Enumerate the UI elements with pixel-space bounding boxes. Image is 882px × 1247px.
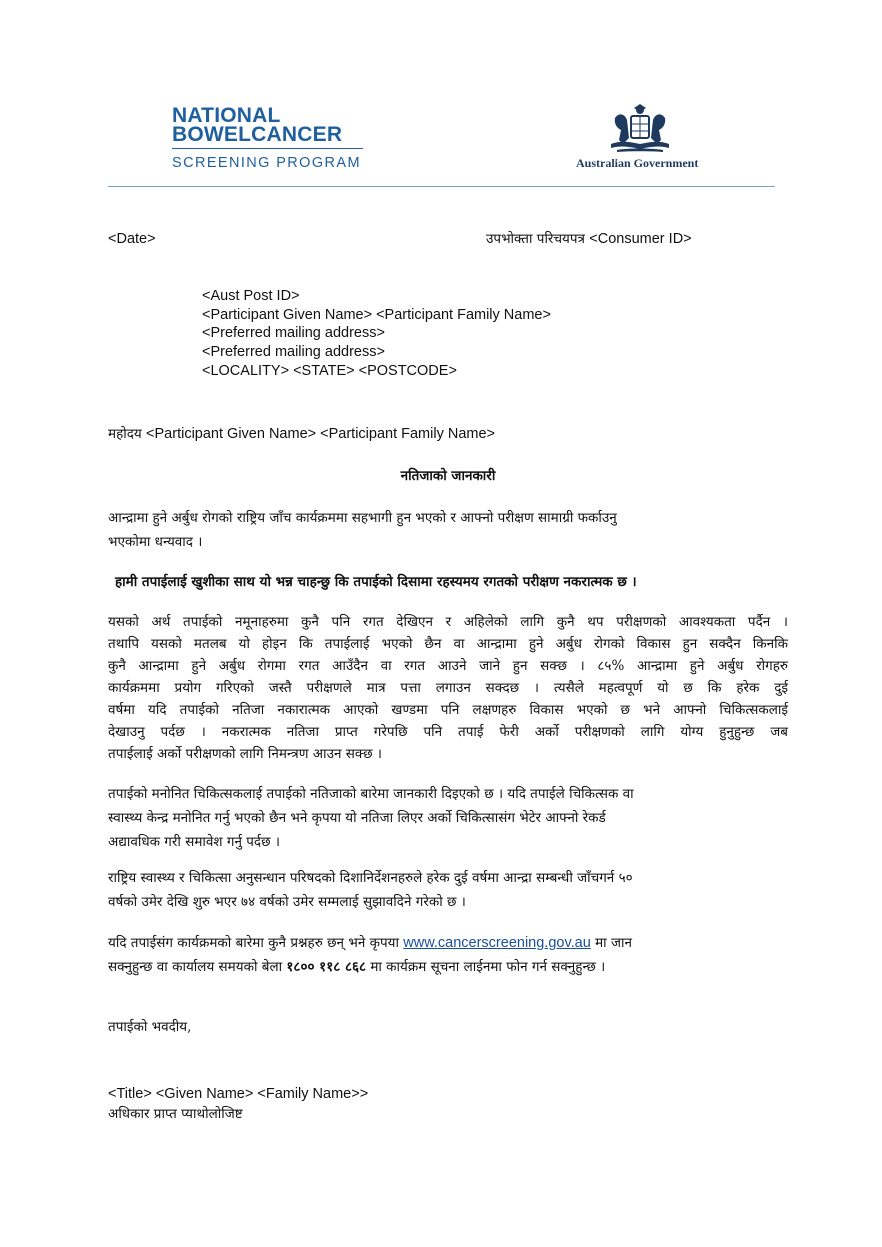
contact-text: मा जान <box>595 935 632 951</box>
paragraph-meaning <box>108 611 788 765</box>
address-line: <Participant Given Name> <Participant Family Name> <box>202 306 551 323</box>
header-divider <box>108 186 775 187</box>
salutation-prefix: महोदय <box>108 426 142 442</box>
paragraph-line: राष्ट्रिय स्वास्थ्य र चिकित्सा अनुसन्धान परिषदको दिशानिर्देशनहरुले हरेक दुई वर्षमा आन्द्रा सम्बन्धी जाँचगर्न ५० <box>108 870 633 886</box>
paragraph-line: अद्यावधिक गरी समावेश गर्नु पर्दछ । <box>108 834 280 850</box>
paragraph-line: तपाईलाई अर्को परीक्षणको लागि निमन्त्रण आउन सक्छ । <box>108 746 382 762</box>
closing: तपाईको भवदीय, <box>108 1019 192 1035</box>
paragraph-line: आन्द्रामा हुने अर्बुध रोगको राष्ट्रिय जाँच कार्यक्रममा सहभागी हुन भएको र आफ्नो परीक्षण सामाग्री फर्काउनु <box>108 510 617 526</box>
paragraph-line: स्वास्थ्य केन्द्र मनोनित गर्नु भएको छैन भने कृपया यो नतिजा लिएर अर्को चिकित्सासंग भेटेर आफ्नो रेकर्ड <box>108 810 606 826</box>
paragraph-line: कार्यक्रममा प्रयोग गरिएको जस्तै परीक्षणले मात्र पत्ता लगाउन सक्दछ । त्यसैले महत्वपूर्ण यो छ कि हरेक दुई <box>108 680 788 696</box>
salutation <box>108 425 495 443</box>
website-link[interactable]: www.cancerscreening.gov.au <box>403 935 591 951</box>
paragraph-line: वर्षमा यदि तपाईको नतिजा नकारात्मक आएको खण्डमा पनि लक्षणहरु विकास भएको छ भने आफ्नो चिकित्सकलाई <box>108 702 788 718</box>
paragraph-line: यसको अर्थ तपाईको नमूनाहरुमा कुनै पनि रगत देखिएन र अहिलेको लागि कुनै थप परीक्षणको आवश्यकता पर्दैन । <box>108 614 788 630</box>
paragraph-line: देखाउनु पर्दछ । नकरात्मक नतिजा प्राप्त गरेपछि पनि तपाई फेरी अर्को परीक्षणको लागि योग्य हुनुहुन्छ जब <box>108 724 788 740</box>
signature-title: अधिकार प्राप्त प्याथोलोजिष्ट <box>108 1106 243 1122</box>
address-line: <Preferred mailing address> <box>202 325 385 342</box>
paragraph-line: भएकोमा धन्यवाद । <box>108 534 203 550</box>
phone-number: १८०० ११८ ८६८ <box>286 959 367 975</box>
nbcsp-logo <box>172 106 363 171</box>
australian-government-text: Australian Government <box>576 156 699 170</box>
contact-text: सक्नुहुन्छ वा कार्यालय समयको बेला <box>108 959 283 975</box>
signature-name: <Title> <Given Name> <Family Name>> <box>108 1086 369 1102</box>
result-statement: हामी तपाईलाई खुशीका साथ यो भन्न चाहन्छु कि तपाईको दिसामा रहस्यमय रगतको परीक्षण नकरात्मक छ । <box>115 574 637 590</box>
paragraph-line <box>108 955 788 979</box>
contact-text: मा कार्यक्रम सूचना लाईनमा फोन गर्न सक्नुहुन्छ । <box>370 959 606 975</box>
paragraph-thanks <box>108 506 788 554</box>
paragraph-contact <box>108 931 788 979</box>
address-line: <LOCALITY> <STATE> <POSTCODE> <box>202 362 457 379</box>
consumer-id-value: <Consumer ID> <box>589 231 692 247</box>
logo-text-national: NATIONAL <box>172 104 281 127</box>
paragraph-line: तपाईको मनोनित चिकित्सकलाई तपाईको नतिजाको बारेमा जानकारी दिइएको छ । यदि तपाईले चिकित्सक वा <box>108 786 634 802</box>
contact-text: यदि तपाईसंग कार्यक्रमको बारेमा कुनै प्रश्नहरु छन् भने कृपया <box>108 935 399 951</box>
salutation-name: <Participant Given Name> <Participant Family Name> <box>146 426 496 442</box>
logo-text-screening-program: SCREENING PROGRAM <box>172 155 361 171</box>
consumer-id-label: उपभोक्ता परिचयपत्र <box>486 231 585 247</box>
letter-heading: नतिजाको जानकारी <box>400 468 496 484</box>
consumer-id-line <box>486 230 692 248</box>
paragraph-line: तथापि यसको मतलब यो होइन कि तपाईलाई भएको छैन वा आन्द्रामा हुने अर्बुध रोगको विकास हुन सक्दैन किनकि <box>108 636 788 652</box>
address-line: <Aust Post ID> <box>202 288 300 304</box>
coat-of-arms-icon <box>605 104 675 156</box>
logo-divider <box>172 148 363 149</box>
paragraph-line: कुनै आन्द्रामा हुने अर्बुध रोगमा रगत आउँदैन वा रगत आउने जाने हुन सक्छ । ८५% आन्द्रामा हुने अर्बुध रोगहरु <box>108 658 788 674</box>
address-line: <Preferred mailing address> <box>202 344 385 361</box>
date-field: <Date> <box>108 231 156 247</box>
address-block <box>202 287 551 381</box>
logo-text-bowelcancer: BOWELCANCER <box>172 123 343 146</box>
paragraph-line <box>108 931 788 955</box>
paragraph-doctor <box>108 782 788 854</box>
paragraph-guidelines <box>108 866 788 914</box>
paragraph-line: वर्षको उमेर देखि शुरु भएर ७४ वर्षको उमेर सम्मलाई सुझावदिने गरेको छ । <box>108 894 466 910</box>
